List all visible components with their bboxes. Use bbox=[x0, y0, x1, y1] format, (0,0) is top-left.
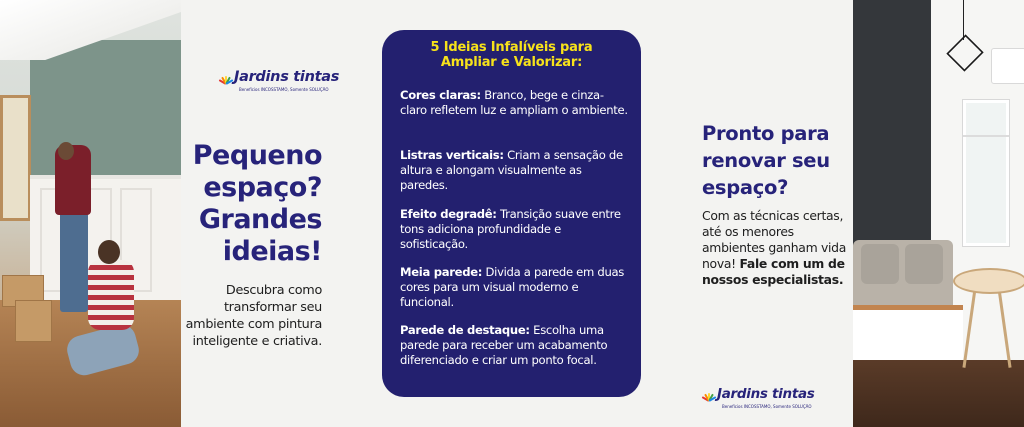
tip-label: Efeito degradê: bbox=[400, 207, 497, 221]
tip-item bbox=[400, 265, 630, 310]
tip-label: Meia parede: bbox=[400, 265, 483, 279]
headline-line-3: Grandes bbox=[198, 204, 322, 235]
headline-line-1: Pequeno bbox=[192, 140, 322, 171]
brand-tagline: Benefícios INCOSSTAMO, Somente SOLUÇÃO bbox=[239, 87, 329, 92]
tip-item bbox=[400, 207, 630, 252]
tip-text: Branco, bege e cinza-claro refletem luz e ampliam o ambiente. bbox=[400, 88, 628, 117]
brand-logo-bottom bbox=[702, 385, 815, 409]
tip-label: Cores claras: bbox=[400, 88, 481, 102]
photo-wall bbox=[30, 40, 181, 190]
photo-table-leg bbox=[962, 288, 976, 368]
photo-lamp-wire bbox=[963, 0, 964, 40]
brand-name: Jardins tintas bbox=[234, 69, 340, 85]
tip-label: Parede de destaque: bbox=[400, 323, 530, 337]
card-title-line-2: Ampliar e Valorizar: bbox=[440, 55, 583, 70]
photo-man-legs bbox=[60, 212, 88, 312]
cta-body-text: Com as técnicas certas, até os menores ambientes ganham vida nova! bbox=[702, 208, 847, 271]
color-burst-icon bbox=[219, 68, 233, 86]
tip-label: Listras verticais: bbox=[400, 148, 504, 162]
photo-box bbox=[15, 300, 52, 342]
card-title bbox=[382, 40, 641, 70]
photo-floor bbox=[853, 360, 1024, 427]
tip-text: Escolha uma parede para receber um acabamento diferenciado e criar um ponto focal. bbox=[400, 323, 608, 367]
photo-bench-base bbox=[853, 305, 963, 365]
cta-title-line-1: Pronto para bbox=[702, 122, 830, 145]
color-burst-icon bbox=[702, 385, 716, 403]
photo-air-conditioner bbox=[991, 48, 1024, 84]
headline-line-4: ideias! bbox=[222, 236, 322, 267]
photo-pendant-lamp bbox=[946, 34, 983, 71]
tip-text: Criam a sensação de altura e alongam visualmente as paredes. bbox=[400, 148, 623, 192]
photo-window bbox=[963, 100, 1009, 246]
cta-title bbox=[702, 120, 830, 201]
headline bbox=[193, 140, 322, 268]
photo-cushion bbox=[905, 244, 943, 284]
brand-tagline: Benefícios INCOSSTAMO, Somente SOLUÇÃO bbox=[722, 404, 812, 409]
photo-table-leg bbox=[997, 288, 1011, 368]
cta-title-line-2: renovar seu bbox=[702, 149, 830, 172]
photo-woman bbox=[88, 260, 134, 330]
photo-dark-wall bbox=[853, 0, 931, 260]
ideas-card bbox=[382, 30, 641, 397]
brand-logo-top bbox=[219, 68, 340, 92]
left-photo-couple-painting bbox=[0, 0, 181, 427]
cta-title-line-3: espaço? bbox=[702, 176, 789, 199]
tip-text: Divida a parede em duas cores para um visual moderno e funcional. bbox=[400, 265, 625, 309]
headline-line-2: espaço? bbox=[203, 172, 322, 203]
photo-table bbox=[953, 268, 1024, 294]
photo-window-bar bbox=[963, 135, 1009, 137]
card-title-line-1: 5 Ideias Infalíveis para bbox=[430, 40, 593, 55]
photo-woman-head bbox=[98, 240, 120, 264]
right-photo-room bbox=[853, 0, 1024, 427]
photo-man-head bbox=[58, 142, 74, 160]
brand-name: Jardins tintas bbox=[717, 386, 815, 402]
photo-window bbox=[0, 95, 31, 221]
intro-text: Descubra como transformar seu ambiente com pintura inteligente e criativa. bbox=[185, 283, 322, 349]
tip-item bbox=[400, 323, 630, 368]
cta-text bbox=[702, 208, 852, 288]
photo-cushion bbox=[861, 244, 899, 284]
tip-item bbox=[400, 88, 630, 118]
tip-text: Transição suave entre tons adiciona profundidade e sofisticação. bbox=[400, 207, 621, 251]
cta-contact-text: Fale com um de nossos especialistas. bbox=[702, 256, 845, 287]
tip-item bbox=[400, 148, 630, 193]
